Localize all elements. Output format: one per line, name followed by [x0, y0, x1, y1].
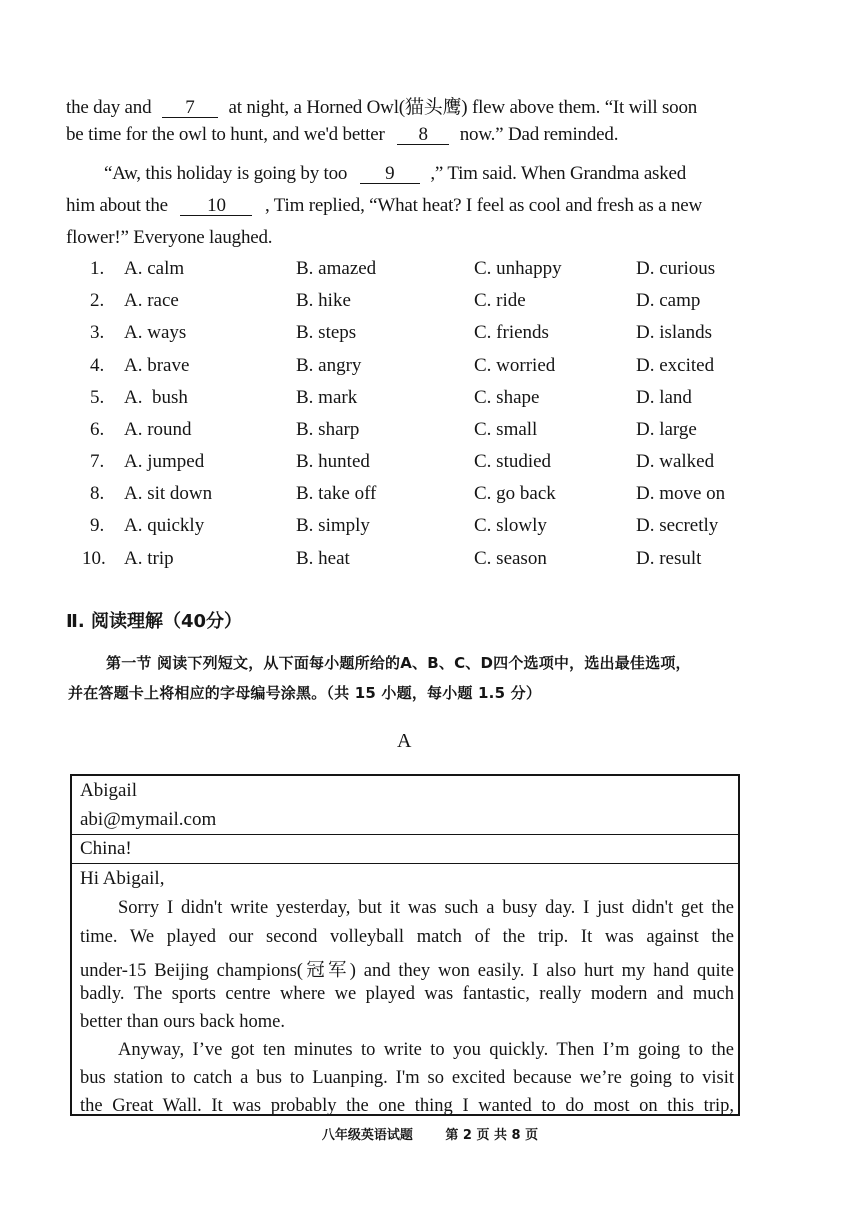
option-a: A. bush — [124, 387, 188, 408]
option-b: B. hunted — [296, 451, 370, 472]
option-c: C. small — [474, 419, 538, 440]
option-b: B. heat — [296, 548, 350, 569]
option-c: C. season — [474, 548, 547, 569]
option-a: A. trip — [124, 548, 174, 569]
question-num: 5. — [90, 387, 105, 408]
option-b: B. steps — [296, 322, 357, 343]
passage-label: A — [397, 730, 412, 752]
option-b: B. take off — [296, 483, 377, 504]
cloze-line-3 — [104, 163, 686, 185]
option-c: C. unhappy — [474, 258, 562, 279]
cloze-text: him about the — [66, 195, 168, 216]
question-num: 10. — [82, 548, 106, 569]
option-c: C. studied — [474, 451, 552, 472]
option-c: C. ride — [474, 290, 526, 311]
option-d: D. secretly — [636, 515, 719, 536]
option-d: D. move on — [636, 483, 726, 504]
option-c: C. slowly — [474, 515, 547, 536]
email-to: Abigail — [80, 780, 137, 801]
cloze-text: at night, a Horned Owl(猫头鹰) flew above them. “It will soon — [228, 97, 698, 118]
cloze-blank-10: 10 — [180, 196, 252, 216]
cloze-blank-8: 8 — [397, 125, 449, 145]
option-a: A. calm — [124, 258, 185, 279]
cloze-blank-7: 7 — [162, 98, 218, 118]
email-box — [70, 774, 740, 1116]
email-body-line: badly. The sports centre where we played was fantastic, really modern and much — [80, 984, 734, 1004]
option-a: A. round — [124, 419, 192, 440]
email-address: abi@mymail.com — [80, 809, 217, 830]
cloze-text: ,” Tim said. When Grandma asked — [430, 163, 687, 184]
section-instruction: 第一节 阅读下列短文，从下面每小题所给的A、B、C、D四个选项中，选出最佳选项， — [106, 654, 691, 672]
option-b: B. simply — [296, 515, 370, 536]
option-c: C. shape — [474, 387, 540, 408]
section-title: Ⅱ. 阅读理解（40分） — [66, 611, 243, 632]
option-a: A. quickly — [124, 515, 205, 536]
section-instruction: 并在答题卡上将相应的字母编号涂黑。（共 15 小题，每小题 1.5 分） — [68, 684, 542, 702]
option-b: B. sharp — [296, 419, 360, 440]
cloze-text: now.” Dad reminded. — [459, 124, 619, 145]
question-num: 2. — [90, 290, 105, 311]
email-body-line: better than ours back home. — [80, 1012, 285, 1032]
divider — [72, 863, 738, 864]
divider — [72, 834, 738, 835]
exam-name: 八年级英语试题 — [321, 1128, 413, 1143]
question-num: 9. — [90, 515, 105, 536]
page-footer — [0, 1124, 860, 1143]
option-a: A. ways — [124, 322, 187, 343]
cloze-line-2 — [66, 124, 618, 146]
cloze-line-1 — [66, 92, 697, 119]
option-d: D. result — [636, 548, 702, 569]
option-d: D. walked — [636, 451, 715, 472]
option-d: D. camp — [636, 290, 701, 311]
option-b: B. mark — [296, 387, 358, 408]
option-a: A. race — [124, 290, 179, 311]
option-b: B. hike — [296, 290, 351, 311]
question-num: 1. — [90, 258, 105, 279]
cloze-line-4 — [66, 195, 702, 217]
question-num: 4. — [90, 355, 105, 376]
email-body-line: time. We played our second volleyball match of the trip. It was against the — [80, 927, 734, 947]
email-body-line: the Great Wall. It was probably the one thing I wanted to do most on this trip, — [80, 1096, 734, 1116]
email-subject: China! — [80, 838, 132, 859]
page-number: 第 2 页 共 8 页 — [445, 1128, 539, 1143]
cloze-text: , Tim replied, “What heat? I feel as cool and fresh as a new — [265, 195, 702, 216]
option-c: C. worried — [474, 355, 556, 376]
cloze-blank-9: 9 — [360, 164, 420, 184]
option-c: C. friends — [474, 322, 549, 343]
email-body-line: Sorry I didn't write yesterday, but it was such a busy day. I just didn't get the — [118, 898, 734, 918]
option-b: B. amazed — [296, 258, 377, 279]
question-num: 8. — [90, 483, 105, 504]
cloze-text: the day and — [66, 97, 152, 118]
question-num: 6. — [90, 419, 105, 440]
option-a: A. sit down — [124, 483, 213, 504]
cloze-line-5: flower!” Everyone laughed. — [66, 227, 273, 248]
option-b: B. angry — [296, 355, 362, 376]
email-body-line: bus station to catch a bus to Luanping. I'm so excited because we’re going to visit — [80, 1068, 734, 1088]
option-a: A. jumped — [124, 451, 205, 472]
option-a: A. brave — [124, 355, 190, 376]
cloze-text: be time for the owl to hunt, and we'd better — [66, 124, 385, 145]
option-d: D. excited — [636, 355, 715, 376]
email-body-line: Anyway, I’ve got ten minutes to write to you quickly. Then I’m going to the — [118, 1040, 734, 1060]
option-d: D. curious — [636, 258, 716, 279]
question-num: 7. — [90, 451, 105, 472]
question-num: 3. — [90, 322, 105, 343]
option-d: D. islands — [636, 322, 712, 343]
option-d: D. land — [636, 387, 692, 408]
option-d: D. large — [636, 419, 697, 440]
cloze-text: “Aw, this holiday is going by too — [104, 163, 348, 184]
email-body-line: under-15 Beijing champions(冠军) and they won easily. I also hurt my hand quite — [80, 961, 734, 981]
email-greeting: Hi Abigail, — [80, 868, 165, 889]
option-c: C. go back — [474, 483, 556, 504]
